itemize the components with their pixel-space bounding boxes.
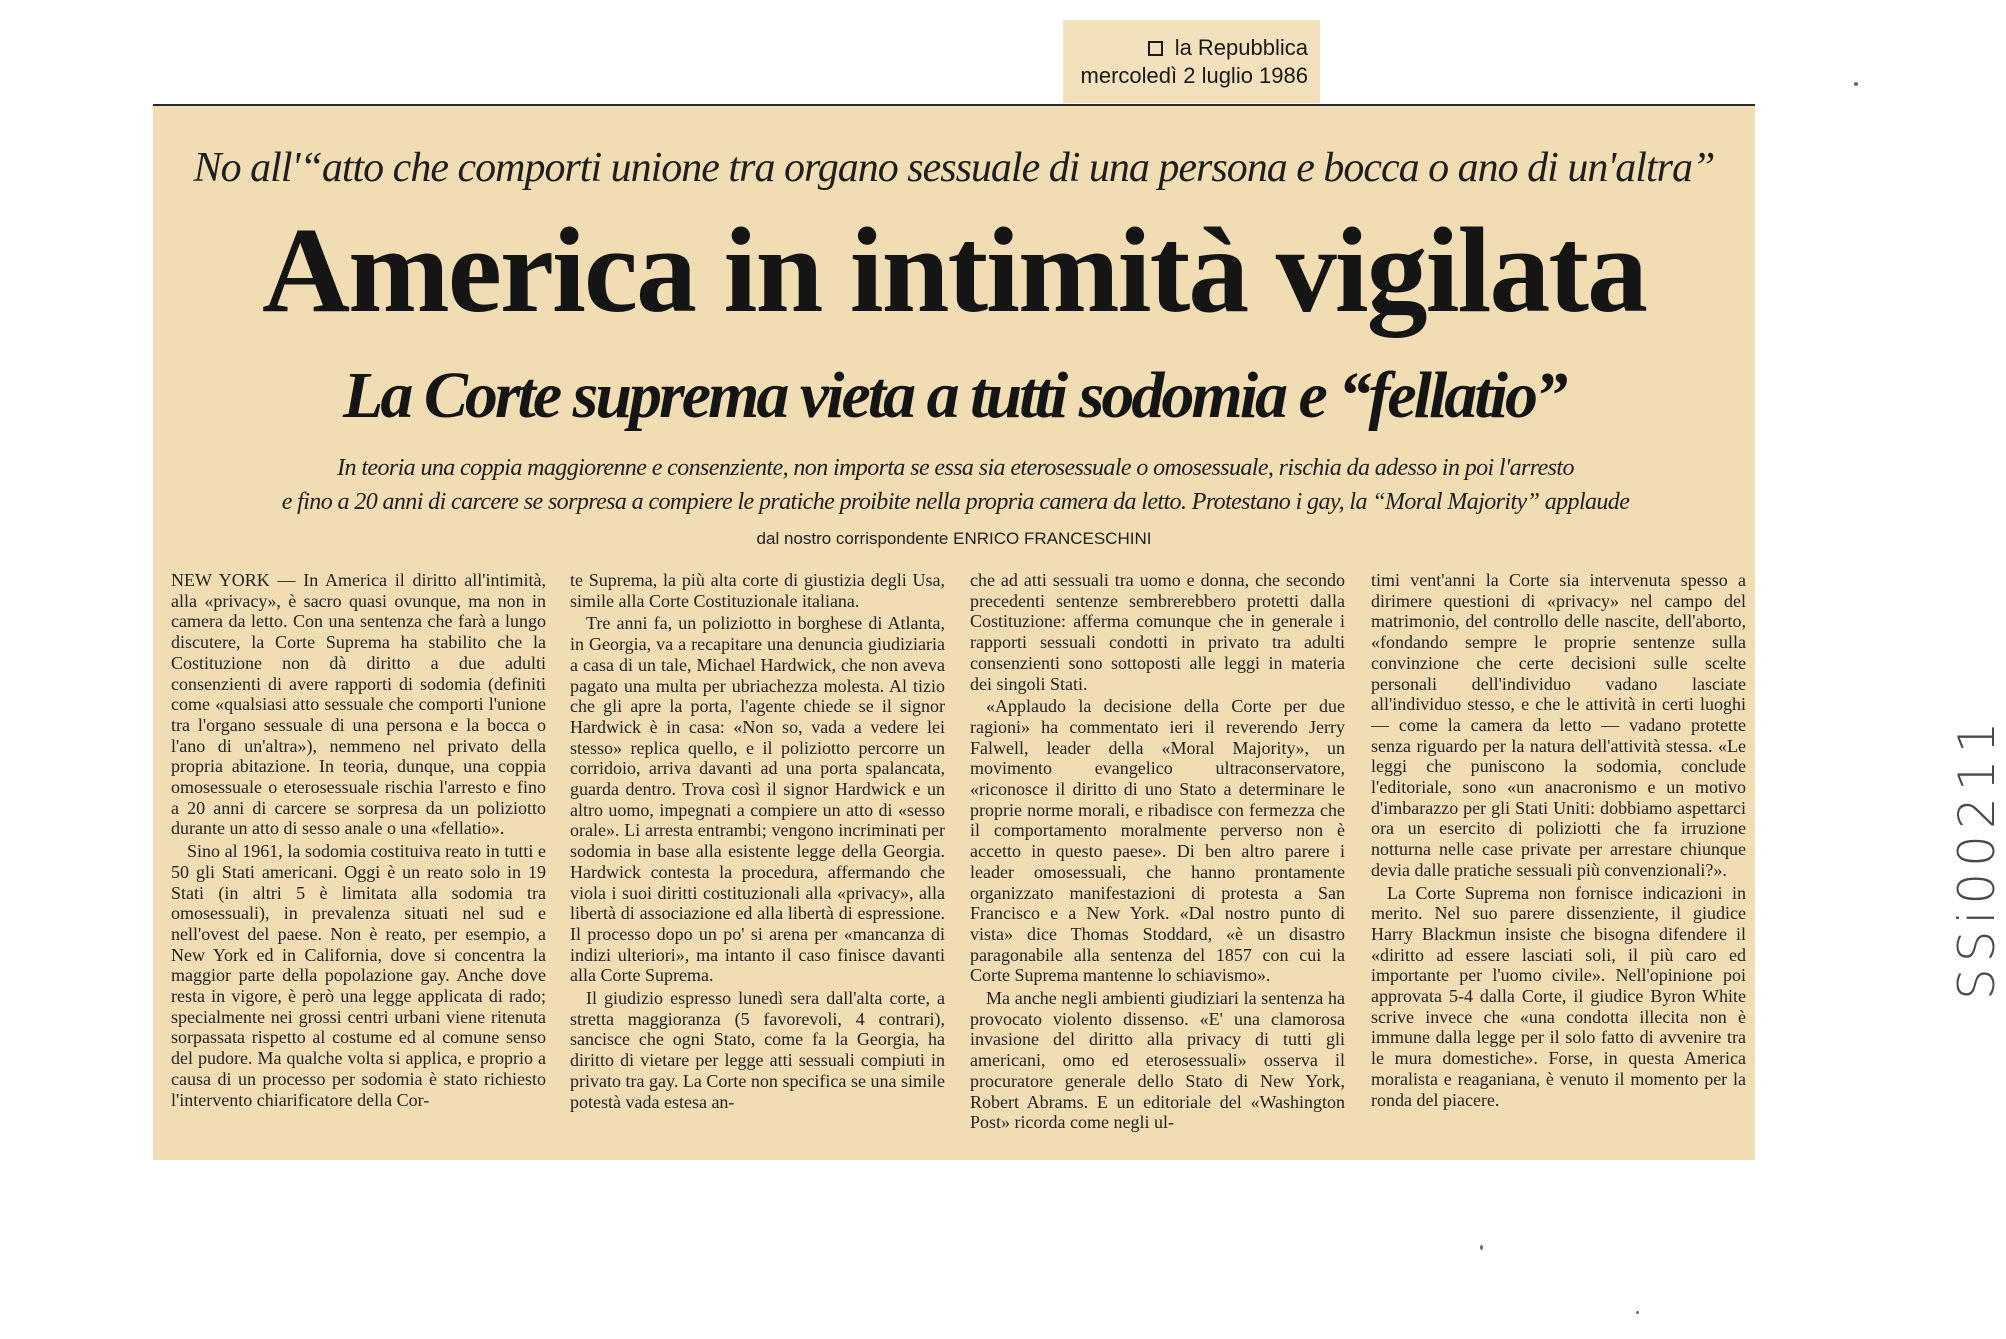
article-paragraph: te Suprema, la più alta corte di giustizia degli Usa, simile alla Corte Costituzionale italiana.	[570, 570, 945, 611]
headline: America in intimità vigilata	[261, 203, 1647, 338]
publication-date: mercoledì 2 luglio 1986	[1080, 63, 1308, 88]
article-column-4	[1371, 570, 1746, 1112]
summary-line: In teoria una coppia maggiorenne e consenziente, non importa se essa sia eterosessuale o omosessuale, rischia da adesso in poi l'arresto	[337, 455, 1574, 481]
article-column-2	[570, 570, 945, 1114]
article-paragraph: Ma anche negli ambienti giudiziari la sentenza ha provocato violento dissenso. «E' una clamorosa invasione del diritto alla privacy di tutti gli americani, omo ed eterosessuali» osserva il procuratore generale dello Stato di New York, Robert Abrams. E un editoriale del «Washington Post» ricorda come negli ul-	[970, 988, 1345, 1133]
article-column-3	[970, 570, 1345, 1135]
subheadline: La Corte suprema vieta a tutti sodomia e “fellatio”	[343, 359, 1565, 432]
newspaper-clipping	[153, 104, 1755, 1160]
kicker: No all'“atto che comporti unione tra organo sessuale di una persona e bocca o ano di un'altra”	[193, 145, 1715, 191]
handwritten-archive-code: SSi00211	[1948, 715, 2006, 1000]
article-paragraph: La Corte Suprema non fornisce indicazioni in merito. Nel suo parere dissenziente, il giudice Harry Blackmun insiste che bisogna difendere il «diritto ad essere lasciati soli, il più caro ed importante per l'uomo civile». Nell'opinione poi approvata 5-4 dalla Corte, il giudice Byron White scrive invece che «una condotta illecita non è immune dalla legge per il solo fatto di avvenire tra le mura domestiche». Forse, in questa America moralista e reaganiana, è venuto il momento per la ronda del piacere.	[1371, 882, 1746, 1110]
scan-speck	[1636, 1311, 1639, 1314]
article-paragraph: Il giudizio espresso lunedì sera dall'alta corte, a stretta maggioranza (5 favorevoli, 4 contrari), sancisce che ogni Stato, come fa la Georgia, ha diritto di vietare per legge atti sessuali compiuti in privato tra gay. La Corte non specifica se una simile potestà vada estesa an-	[570, 988, 945, 1112]
byline-prefix: dal nostro corrispondente	[756, 529, 949, 548]
scan-speck	[1480, 1245, 1483, 1250]
source-tag	[1063, 20, 1320, 103]
article-paragraph: timi vent'anni la Corte sia intervenuta spesso a dirimere questioni di «privacy» nel campo del matrimonio, del controllo delle nascite, dell'aborto, «fondando sempre le proprie sentenze sulla convinzione che certe decisioni sulle scelte personali dell'individuo vadano lasciate all'individuo stesso, e che le attività in certi luoghi — come la camera da letto — vadano protette senza riguardo per la natura dell'attività stessa. «Le leggi che puniscono la sodomia, conclude l'editoriale, sono «un anacronismo e un motivo d'imbarazzo per gli Stati Uniti: dobbiamo aspettarci ora un esercito di poliziotti che fa irruzione notturna nelle case private per arrestare chiunque devia dalle pratiche sessuali più convenzionali?».	[1371, 570, 1746, 880]
article-paragraph: «Applaudo la decisione della Corte per due ragioni» ha commentato ieri il reverendo Jerry Falwell, leader della «Moral Majority», un movimento evangelico ultraconservatore, «riconosce il diritto di uno Stato a determinare le proprie norme morali, e ribadisce con fermezza che il comportamento moralmente perverso non è accetto in questo paese». Di ben altro parere i leader omosessuali, che hanno prontamente organizzato manifestazioni di protesta a San Francisco e a New York. «Dal nostro punto di vista» dice Thomas Stoddard, «è un disastro paragonabile alla sentenza del 1857 con cui la Corte Suprema mantenne lo schiavismo».	[970, 696, 1345, 986]
article-column-1	[171, 570, 546, 1112]
article-paragraph: che ad atti sessuali tra uomo e donna, che secondo precedenti sentenze sembrerebbero protetti dalla Costituzione: afferma comunque che in generale i rapporti sessuali condotti in privato tra adulti consenzienti sono sottoposti alle leggi in materia dei singoli Stati.	[970, 570, 1345, 694]
article-paragraph: Tre anni fa, un poliziotto in borghese di Atlanta, in Georgia, va a recapitare una denuncia giudiziaria a casa di un tale, Michael Hardwick, che non aveva pagato una multa per ubriachezza molesta. Al tizio che gli apre la porta, l'agente chiede se il signor Hardwick è in casa: «Non so, vada a vedere lei stesso» replica quello, e il poliziotto percorre un corridoio, arriva davanti ad una porta spalancata, guarda dentro. Trova così il signor Hardwick e un altro uomo, impegnati a compiere un atto di «sesso orale». Li arresta entrambi; vengono incriminati per sodomia in base alla esistente legge della Georgia. Hardwick contesta la procedura, affermando che viola i suoi diritti costituzionali alla «privacy», alla libertà di associazione ed alla libertà di espressione. Il processo dopo un po' si arena per «mancanza di indizi ulteriori», ma intanto il caso finisce davanti alla Corte Suprema.	[570, 613, 945, 986]
article-paragraph: NEW YORK — In America il diritto all'intimità, alla «privacy», è sacro quasi ovunque, ma non in camera da letto. Con una sentenza che farà a lungo discutere, la Corte Suprema ha stabilito che la Costituzione non dà diritto a due adulti consenzienti di avere rapporti di sodomia (definiti come «qualsiasi atto sessuale che comporti l'unione tra l'organo sessuale di una persona e la bocca o l'ano di un'altra»), nemmeno nel privato della propria abitazione. In teoria, dunque, una coppia omosessuale o eterosessuale rischia l'arresto e fino a 20 anni di carcere se sorpresa da un poliziotto durante un atto di sesso anale o una «fellatio».	[171, 570, 546, 839]
summary-line: e fino a 20 anni di carcere se sorpresa a compiere le pratiche proibite nella propria camera da letto. Protestano i gay, la “Moral Majority” applaude	[281, 489, 1630, 515]
article-paragraph: Sino al 1961, la sodomia costituiva reato in tutti e 50 gli Stati americani. Oggi è un reato solo in 19 Stati (in altri 5 è limitata alla sodomia tra omosessuali), in prevalenza situati nel sud e nell'ovest del paese. Non è reato, per esempio, a New York ed in California, dove si concentra la maggior parte della popolazione gay. Anche dove resta in vigore, è però una legge applicata di rado; specialmente nei grossi centri urbani viene ritenuta sorpassata rispetto al costume ed al comune senso del pudore. Ma qualche volta si applica, e proprio a causa di un processo per sodomia è stato richiesto l'intervento chiarificatore della Cor-	[171, 841, 546, 1110]
newspaper-name-line	[1079, 34, 1308, 62]
scan-speck	[1854, 82, 1858, 86]
byline-author: ENRICO FRANCESCHINI	[953, 529, 1152, 548]
checkbox-square-icon	[1148, 41, 1163, 56]
summary	[193, 451, 1718, 519]
byline	[153, 529, 1755, 549]
newspaper-name: la Repubblica	[1174, 35, 1308, 60]
